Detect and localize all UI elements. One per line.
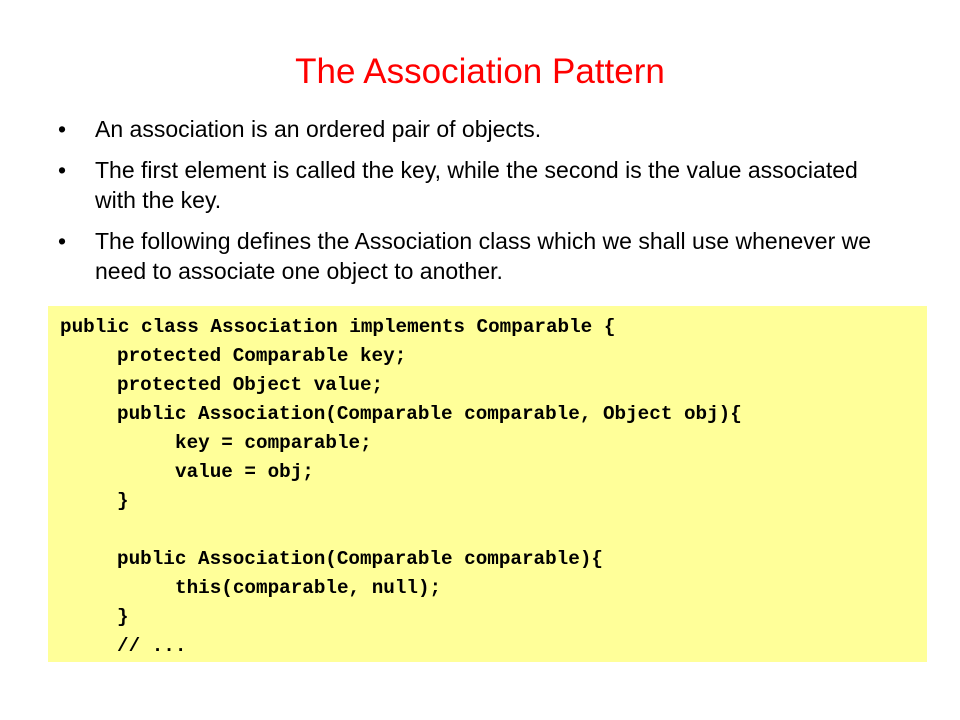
bullet-icon: • [58, 228, 67, 254]
code-line: } [117, 606, 129, 628]
slide-title: The Association Pattern [295, 52, 665, 91]
code-line: value = obj; [175, 461, 314, 483]
bullet-icon: • [58, 157, 67, 183]
bullet-icon: • [58, 116, 67, 142]
bullet-item [55, 114, 885, 144]
code-line: } [117, 490, 129, 512]
code-line: protected Object value; [117, 374, 384, 396]
code-block [48, 306, 927, 662]
code-line: this(comparable, null); [175, 577, 442, 599]
bullet-item [55, 226, 885, 286]
code-line: public Association(Comparable comparable, Object obj){ [117, 403, 742, 425]
bullet-text: An association is an ordered pair of objects. [95, 116, 542, 142]
code-line: public Association(Comparable comparable){ [117, 548, 603, 570]
bullet-text: The following defines the Association class which we shall use whenever we need to associate one object to another. [95, 228, 872, 284]
bullet-item [55, 155, 885, 215]
code-line: protected Comparable key; [117, 345, 407, 367]
code-line: public class Association implements Comparable { [60, 316, 616, 338]
code-line [60, 516, 927, 545]
code-line: // ... [117, 635, 187, 657]
bullet-list [55, 114, 885, 286]
bullet-text: The first element is called the key, while the second is the value associated with the key. [95, 157, 858, 213]
code-line: key = comparable; [175, 432, 372, 454]
